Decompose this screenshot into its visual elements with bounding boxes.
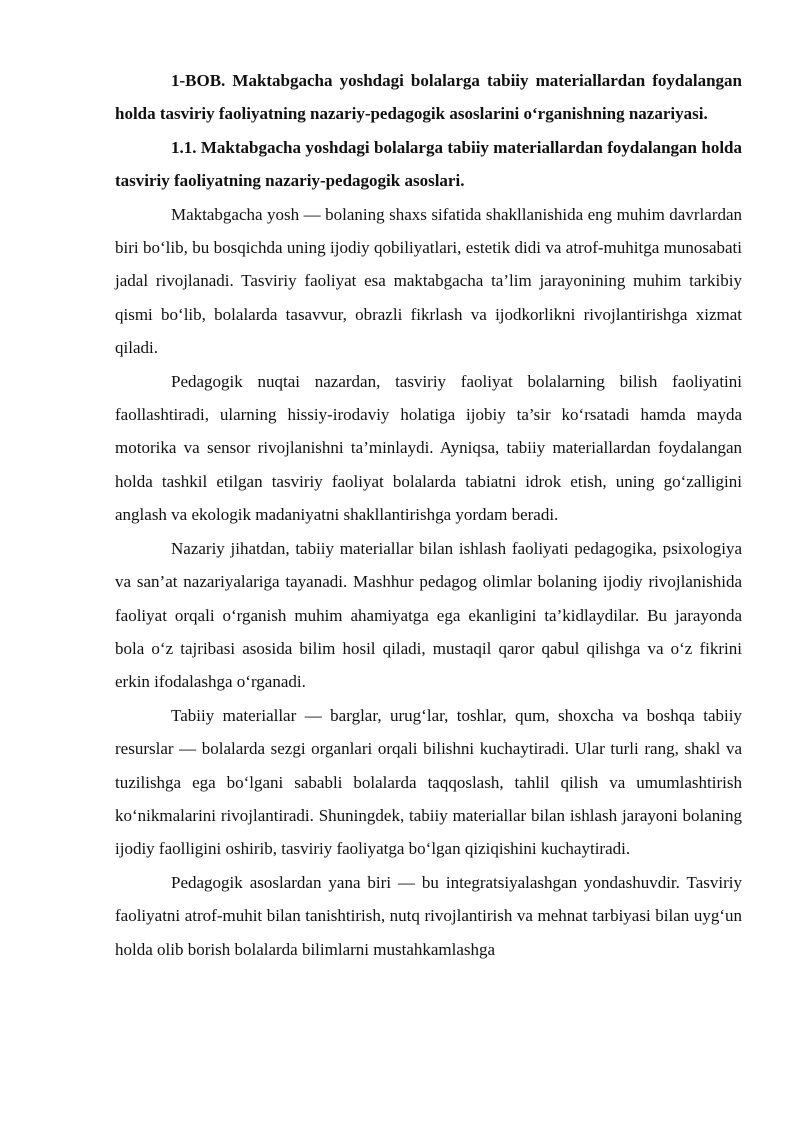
paragraph: Tabiiy materiallar — barglar, urug‘lar, toshlar, qum, shoxcha va boshqa tabiiy resurslar — bolalarda sezgi organlari orqali bilishni kuchaytiradi. Ular turli rang, shakl va tuzilishga ega bo‘lgani sababli bolalarda taqqoslash, tahlil qilish va umumlashtirish ko‘nikmalarini rivojlantiradi. Shuningdek, tabiiy materiallar bilan ishlash jarayoni bolaning ijodiy faolligini oshirib, tasviriy faoliyatga bo‘lgan qiziqishini kuchaytiradi.	[115, 705, 742, 859]
paragraph: Pedagogik asoslardan yana biri — bu integratsiyalashgan yondashuvdir. Tasviriy faoliyatni atrof-muhit bilan tanishtirish, nutq rivojlantirish va mehnat tarbiyasi bilan uyg‘un holda olib borish bolalarda bilimlarni mustahkamlashga	[115, 872, 742, 959]
paragraph: Nazariy jihatdan, tabiiy materiallar bilan ishlash faoliyati pedagogika, psixologiya va san’at nazariyalariga tayanadi. Mashhur pedagog olimlar bolaning ijodiy rivojlanishida faoliyat orqali o‘rganish muhim ahamiyatga ega ekanligini ta’kidlaydilar. Bu jarayonda bola o‘z tajribasi asosida bilim hosil qiladi, mustaqil qaror qabul qilishga va o‘z fikrini erkin ifodalashga o‘rganadi.	[115, 538, 742, 692]
paragraph: Pedagogik nuqtai nazardan, tasviriy faoliyat bolalarning bilish faoliyatini faollashtiradi, ularning hissiy-irodaviy holatiga ijobiy ta’sir ko‘rsatadi hamda mayda motorika va sensor rivojlanishni ta’minlaydi. Ayniqsa, tabiiy materiallardan foydalangan holda tashkil etilgan tasviriy faoliyat bolalarda tabiatni idrok etish, uning go‘zalligini anglash va ekologik madaniyatni shakllantirishga yordam beradi.	[115, 371, 742, 525]
paragraph: Maktabgacha yosh — bolaning shaxs sifatida shakllanishida eng muhim davrlardan biri bo‘lib, bu bosqichda uning ijodiy qobiliyatlari, estetik didi va atrof-muhitga munosabati jadal rivojlanadi. Tasviriy faoliyat esa maktabgacha ta’lim jarayonining muhim tarkibiy qismi bo‘lib, bolalarda tasavvur, obrazli fikrlash va ijodkorlikni rivojlantirishga xizmat qiladi.	[115, 204, 742, 358]
section-heading: 1.1. Maktabgacha yoshdagi bolalarga tabiiy materiallardan foydalangan holda tasviriy faoliyatning nazariy-pedagogik asoslari.	[115, 137, 742, 191]
chapter-heading: 1-BOB. Maktabgacha yoshdagi bolalarga tabiiy materiallardan foydalangan holda tasviriy faoliyatning nazariy-pedagogik asoslarini o‘rganishning nazariyasi.	[115, 71, 742, 124]
document-page	[115, 64, 742, 966]
